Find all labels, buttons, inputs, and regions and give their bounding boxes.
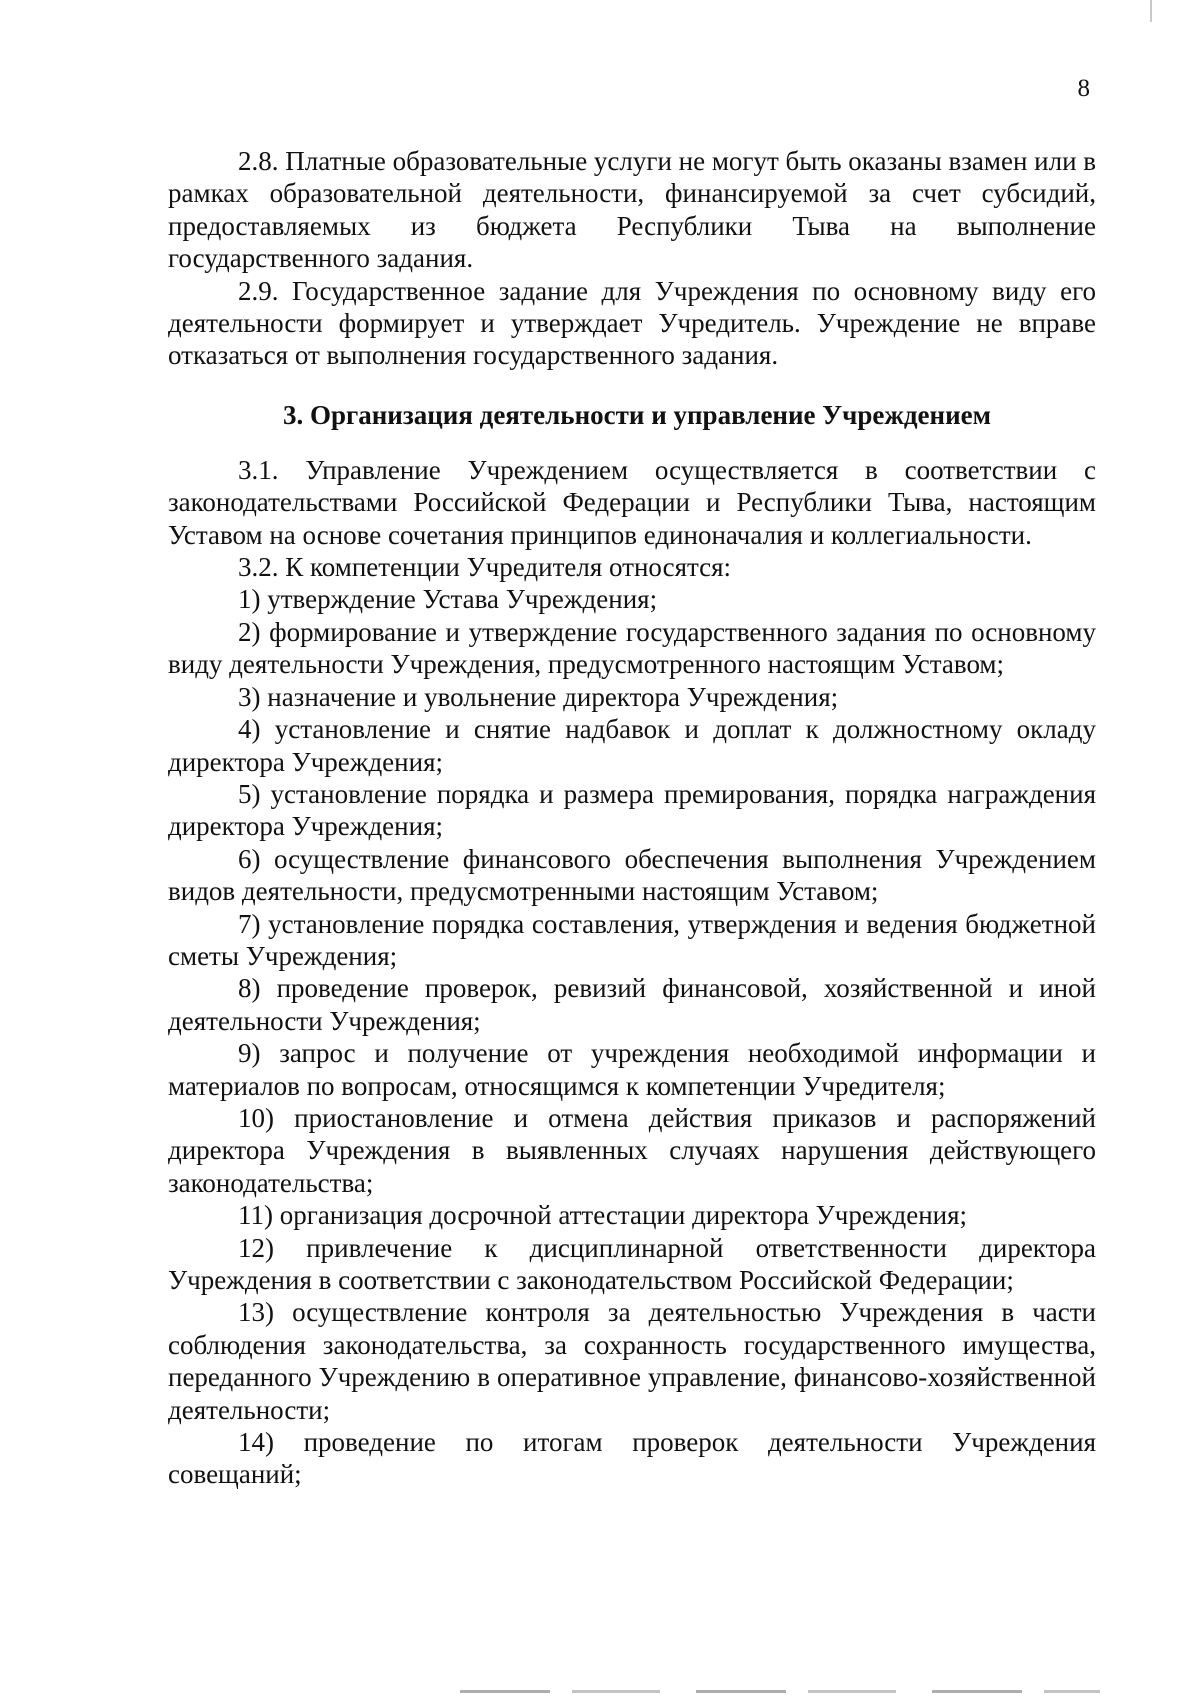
list-item-14: 14) проведение по итогам проверок деятельности Учреждения совещаний; (168, 1427, 1096, 1490)
list-item-6: 6) осуществление финансового обеспечения выполнения Учреждением видов деятельности, предусмотренными настоящим Уставом; (168, 843, 1096, 907)
scan-edge-artifact (460, 1690, 1100, 1693)
list-item-7: 7) установление порядка составления, утверждения и ведения бюджетной сметы Учреждения; (168, 908, 1096, 971)
paragraph-2-9: 2.9. Государственное задание для Учреждения по основному виду его деятельности формирует и утверждает Учредитель. Учреждение не вправе отказаться от выполнения государственного задания. (168, 275, 1096, 371)
list-item-9: 9) запрос и получение от учреждения необходимой информации и материалов по вопросам, относящимся к компетенции Учредителя; (168, 1038, 1096, 1101)
list-item-11: 11) организация досрочной аттестации директора Учреждения; (238, 1200, 968, 1231)
list-item-12: 12) привлечение к дисциплинарной ответственности директора Учреждения в соответствии с законодательством Российской Федерации; (168, 1232, 1096, 1295)
list-item-8: 8) проведение проверок, ревизий финансовой, хозяйственной и иной деятельности Учреждения; (168, 973, 1096, 1036)
list-item-4: 4) установление и снятие надбавок и доплат к должностному окладу директора Учреждения; (168, 714, 1096, 777)
scan-artifact (1150, 0, 1152, 22)
paragraph-2-8: 2.8. Платные образовательные услуги не могут быть оказаны взамен или в рамках образовательной деятельности, финансируемой за счет субсидий, предоставляемых из бюджета Республики Тыва на выполнение государственного задания. (168, 146, 1097, 274)
list-item-10: 10) приостановление и отмена действия приказов и распоряжений директора Учреждения в выявленных случаях нарушения действующего законодательства; (168, 1102, 1096, 1198)
paragraph-3-2: 3.2. К компетенции Учредителя относятся: (238, 552, 732, 583)
list-item-3: 3) назначение и увольнение директора Учреждения; (238, 681, 839, 712)
page-number: 8 (1077, 75, 1090, 102)
list-item-1: 1) утверждение Устава Учреждения; (238, 584, 658, 615)
document-body (168, 145, 1096, 1491)
section-heading: 3. Организация деятельности и управление Учреждением (282, 399, 992, 430)
list-item-13: 13) осуществление контроля за деятельностью Учреждения в части соблюдения законодательства, за сохранность государственного имущества, переданного Учреждению в оперативное управление, финансово-хозяйственной деятельности; (168, 1297, 1096, 1425)
paragraph-3-1: 3.1. Управление Учреждением осуществляется в соответствии с законодательствами Российской Федерации и Республики Тыва, настоящим Уставом на основе сочетания принципов единоначалия и коллегиальности. (168, 454, 1096, 550)
list-item-2: 2) формирование и утверждение государственного задания по основному виду деятельности Учреждения, предусмотренного настоящим Уставом; (168, 616, 1096, 680)
list-item-5: 5) установление порядка и размера премирования, порядка награждения директора Учреждения; (168, 778, 1096, 842)
